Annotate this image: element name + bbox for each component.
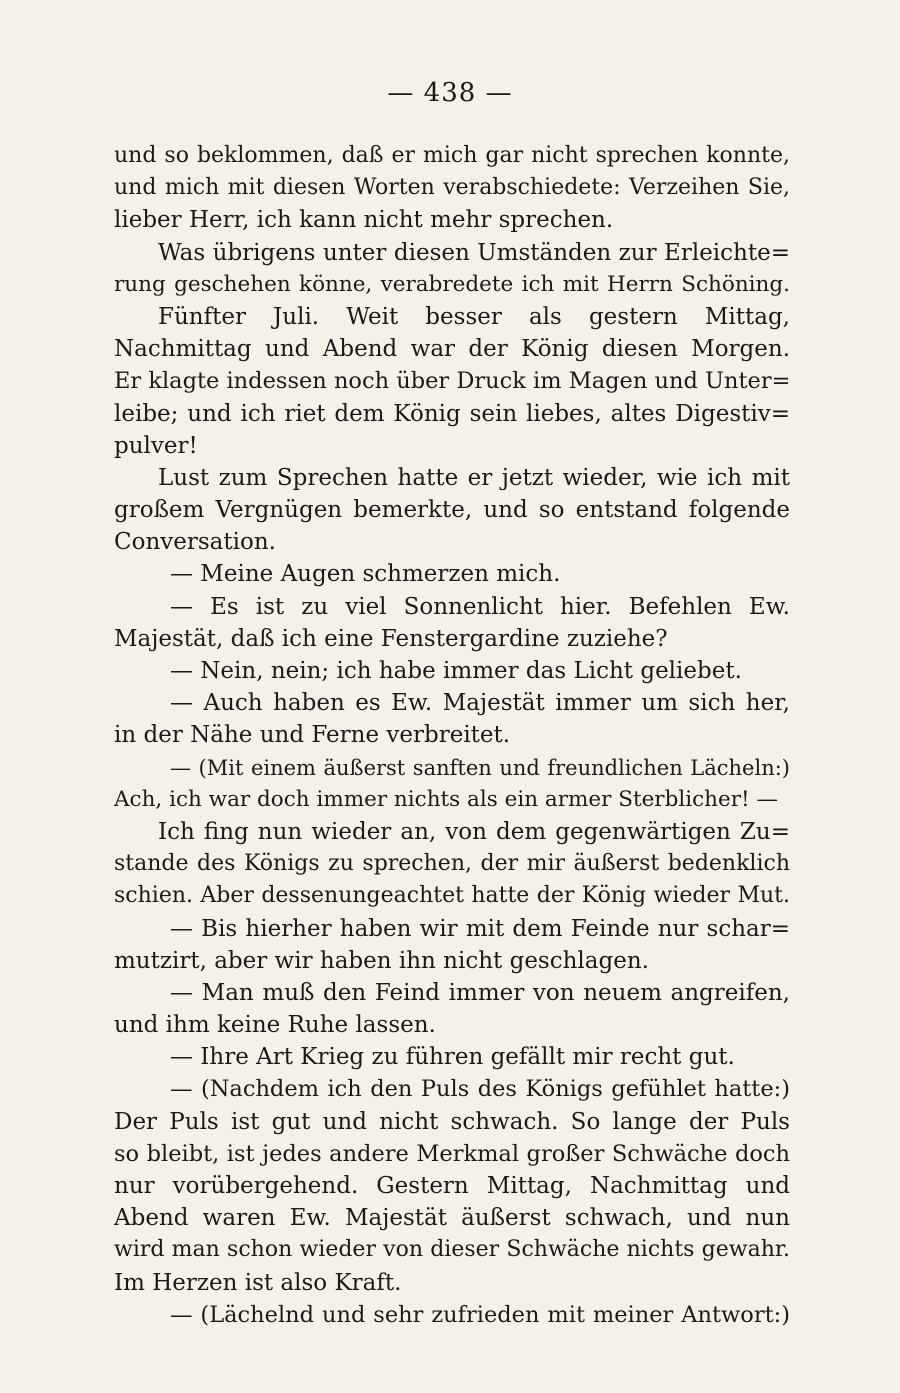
text-line: Was übrigens unter diesen Umständen zur Erleichte= xyxy=(158,239,790,266)
text-line: wird man schon wieder von dieser Schwäche nichts gewahr. xyxy=(114,1237,790,1263)
text-line: Ich fing nun wieder an, von dem gegenwärtigen Zu= xyxy=(158,818,790,845)
text-line: Fünfter Juli. Weit besser als gestern Mittag, xyxy=(158,303,790,330)
text-line: Ach, ich war doch immer nichts als ein armer Sterblicher! — xyxy=(114,786,778,812)
text-line: Majestät, daß ich eine Fenstergardine zuziehe? xyxy=(114,625,668,652)
text-line: großem Vergnügen bemerkte, und so entstand folgende xyxy=(114,497,790,524)
text-line: Der Puls ist gut und nicht schwach. So lange der Puls xyxy=(114,1108,790,1135)
text-line: — (Mit einem äußerst sanften und freundlichen Lächeln:) xyxy=(170,755,790,780)
text-line: und ihm keine Ruhe lassen. xyxy=(114,1012,436,1039)
text-line: lieber Herr, ich kann nicht mehr sprechen. xyxy=(114,207,614,234)
text-line: pulver! xyxy=(114,432,198,459)
text-line: Er klagte indessen noch über Druck im Magen und Unter= xyxy=(114,368,790,395)
body-text xyxy=(114,140,790,1331)
text-line: Im Herzen ist also Kraft. xyxy=(114,1269,402,1296)
text-line: — Ihre Art Krieg zu führen gefällt mir recht gut. xyxy=(170,1044,735,1071)
text-line: Conversation. xyxy=(114,529,276,556)
text-line: mutzirt, aber wir haben ihn nicht geschlagen. xyxy=(114,947,649,974)
text-line: — Meine Augen schmerzen mich. xyxy=(170,561,561,588)
text-line: und mich mit diesen Worten verabschiedete: Verzeihen Sie, xyxy=(114,175,790,201)
text-line: — Man muß den Feind immer von neuem angreifen, xyxy=(170,979,790,1006)
text-line: in der Nähe und Ferne verbreitet. xyxy=(114,722,511,749)
text-line: so bleibt, ist jedes andere Merkmal großer Schwäche doch xyxy=(114,1140,790,1167)
text-line: — (Nachdem ich den Puls des Königs gefühlet hatte:) xyxy=(170,1076,790,1103)
text-line: schien. Aber dessenungeachtet hatte der König wieder Mut. xyxy=(114,883,790,909)
text-line: Abend waren Ew. Majestät äußerst schwach, und nun xyxy=(114,1205,790,1232)
text-line: — Bis hierher haben wir mit dem Feinde nur schar= xyxy=(170,915,790,942)
text-line: Nachmittag und Abend war der König diesen Morgen. xyxy=(114,336,790,363)
text-line: — Auch haben es Ew. Majestät immer um sich her, xyxy=(170,690,790,717)
text-line: — Es ist zu viel Sonnenlicht hier. Befehlen Ew. xyxy=(170,593,790,620)
text-line: und so beklommen, daß er mich gar nicht sprechen konnte, xyxy=(114,143,790,168)
text-line: rung geschehen könne, verabredete ich mit Herrn Schöning. xyxy=(114,271,790,297)
text-line: stande des Königs zu sprechen, der mir äußerst bedenklich xyxy=(114,851,790,877)
text-line: nur vorübergehend. Gestern Mittag, Nachmittag und xyxy=(114,1173,790,1199)
text-line: — (Lächelnd und sehr zufrieden mit meiner Antwort:) xyxy=(170,1301,790,1328)
page-number: — 438 — xyxy=(387,78,513,108)
text-line: Lust zum Sprechen hatte er jetzt wieder, wie ich mit xyxy=(158,464,790,491)
text-line: — Nein, nein; ich habe immer das Licht geliebet. xyxy=(170,658,742,684)
text-line: leibe; und ich riet dem König sein liebes, altes Digestiv= xyxy=(114,400,790,427)
